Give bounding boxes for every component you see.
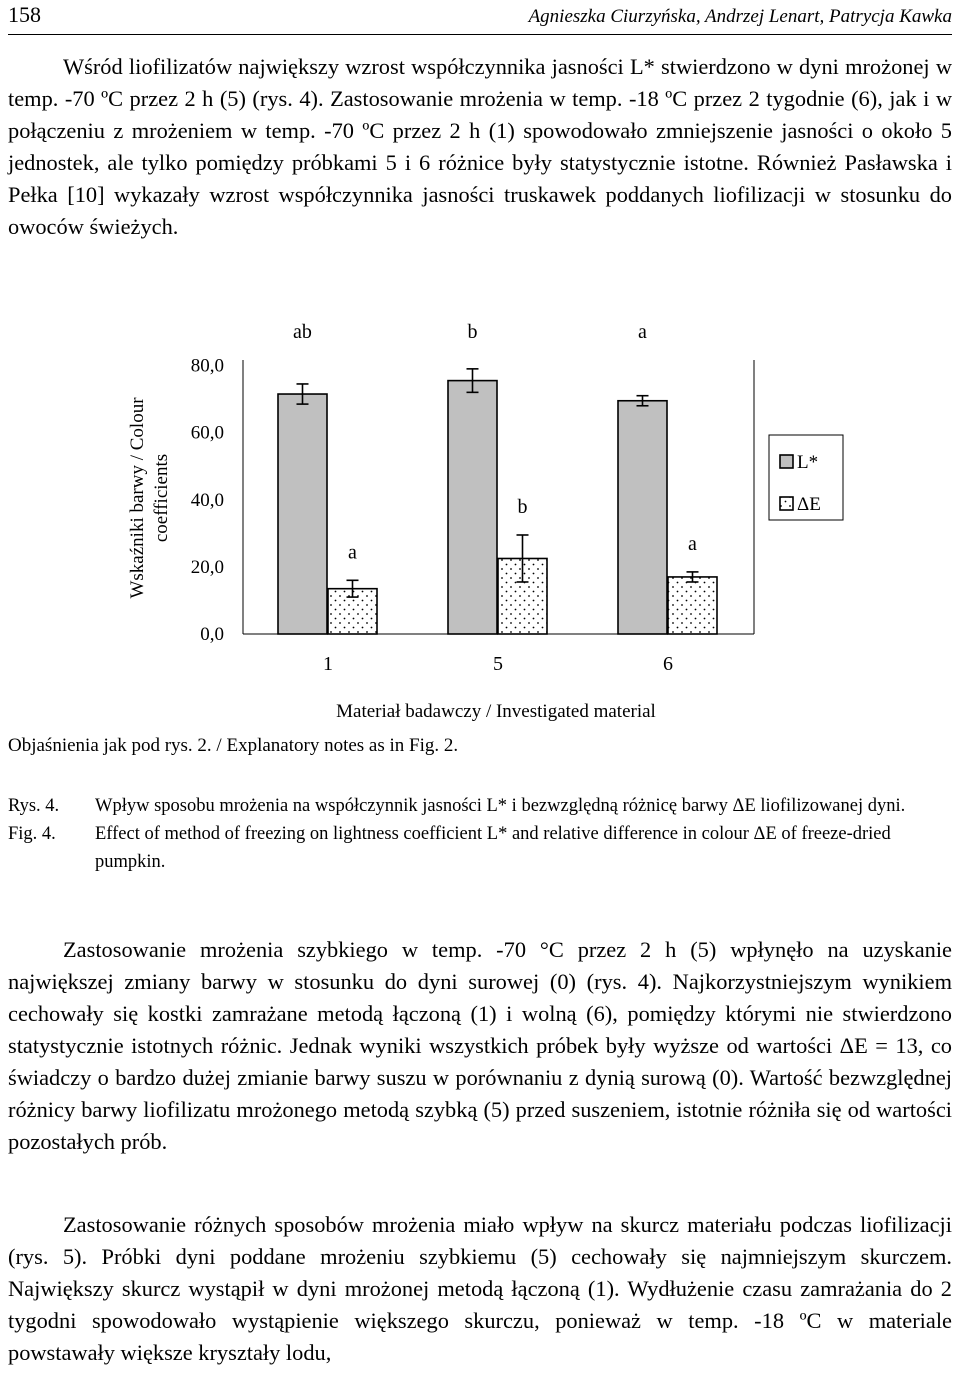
- y-axis-label-line2: coefficients: [151, 453, 172, 543]
- y-tick-label: 20,0: [190, 556, 224, 578]
- y-tick-labels: [191, 356, 224, 646]
- figure-caption: [8, 792, 952, 876]
- y-tick-label: 60,0: [190, 422, 224, 444]
- caption-polish: [8, 792, 952, 820]
- caption-pl-text: Wpływ sposobu mrożenia na współczynnik jasności L* i bezwzględną różnicę barwy ΔE liofilizowanej dyni.: [95, 796, 906, 816]
- caption-en-text: Effect of method of freezing on lightness coefficient L* and relative difference in colour ΔE of freeze-dried pumpkin.: [95, 824, 891, 872]
- x-axis-title: Materiał badawczy / Investigated material: [336, 701, 656, 722]
- bar-lightness-1: [278, 394, 327, 634]
- bar-chart: [0, 310, 960, 735]
- legend-label: ΔE: [797, 494, 821, 515]
- x-tick-labels: [323, 653, 673, 675]
- bar-delta-e-6: [668, 577, 717, 634]
- running-head-authors: Agnieszka Ciurzyńska, Andrzej Lenart, Patrycja Kawka: [528, 6, 952, 27]
- paragraph-2: Zastosowanie mrożenia szybkiego w temp. -70 °C przez 2 h (5) wpłynęło na uzyskanie największej zmiany barwy w stosunku do dyni surowej (0) (rys. 4). Najkorzystniejszym wynikiem cechowały się kostki zamrażane metodą łączoną (1) i wolną (6), pomiędzy którymi nie stwierdzono statystycznie istotnych różnic. Jednak wyniki wszystkich próbek były wyższe od wartości ΔE = 13, co świadczy o bardzo dużej zmianie barwy suszu w porównaniu z dynią surową (0). Wartość bezwzględnej różnicy barwy liofilizatu mrożonego metodą szybką (5) przed suszeniem, istotnie różniła się od wartości pozostałych prób.: [8, 937, 952, 1154]
- significance-letter: a: [688, 532, 697, 555]
- y-axis-title: [127, 397, 172, 599]
- significance-letter: b: [467, 321, 478, 343]
- significance-letter: a: [638, 321, 647, 343]
- legend: [769, 435, 843, 520]
- bar-lightness-6: [618, 401, 667, 634]
- page-number: 158: [8, 2, 41, 27]
- paragraph-1: Wśród liofilizatów największy wzrost współczynnika jasności L* stwierdzono w dyni mrożonej w temp. -70 ºC przez 2 h (5) (rys. 4). Zastosowanie mrożenia w temp. -18 ºC przez 2 tygodnie (6), jak i w połączeniu z mrożeniem w temp. -70 ºC przez 2 h (1) spowodowało zmniejszenie jasności o około 5 jednostek, ale tylko pomiędzy próbkami 5 i 6 różnice były statystycznie istotne. Również Pasławska i Pełka [10] wykazały wzrost współczynnika jasności truskawek poddanych liofilizacji w stosunku do owoców świeżych.: [8, 54, 952, 239]
- x-tick-label: 5: [493, 653, 503, 675]
- significance-letter: b: [517, 495, 528, 518]
- y-tick-label: 80,0: [190, 355, 224, 377]
- caption-pl-label: Rys. 4.: [8, 796, 60, 816]
- explanatory-note: Objaśnienia jak pod rys. 2. / Explanatory notes as in Fig. 2.: [8, 735, 459, 756]
- y-tick-label: 0,0: [200, 624, 224, 645]
- bars: [278, 321, 717, 634]
- significance-letter: ab: [293, 321, 312, 343]
- y-axis-label-line1: Wskaźniki barwy / Colour: [127, 397, 148, 599]
- y-tick-label: 40,0: [190, 489, 224, 511]
- paragraph-3: Zastosowanie różnych sposobów mrożenia miało wpływ na skurcz materiału podczas liofilizacji (rys. 5). Próbki dyni poddane mrożeniu szybkiemu (5) cechowały się najmniejszym skurczem. Największy skurcz wystąpił w dyni mrożonej metodą łączoną (1). Wydłużenie czasu zamrażania do 2 tygodni spowodowało wystąpienie większego skurczu, ponieważ w temp. -18 ºC w materiale powstawały większe kryształy lodu,: [8, 1212, 952, 1365]
- legend-swatch: [780, 497, 793, 510]
- x-tick-label: 6: [663, 653, 673, 675]
- significance-letter: a: [348, 541, 357, 564]
- legend-swatch: [780, 455, 793, 468]
- x-tick-label: 1: [323, 653, 333, 675]
- page-header: [8, 0, 952, 35]
- legend-label: L*: [797, 452, 819, 473]
- caption-en-label: Fig. 4.: [8, 824, 56, 844]
- bar-lightness-5: [448, 381, 497, 634]
- caption-english: [8, 820, 952, 876]
